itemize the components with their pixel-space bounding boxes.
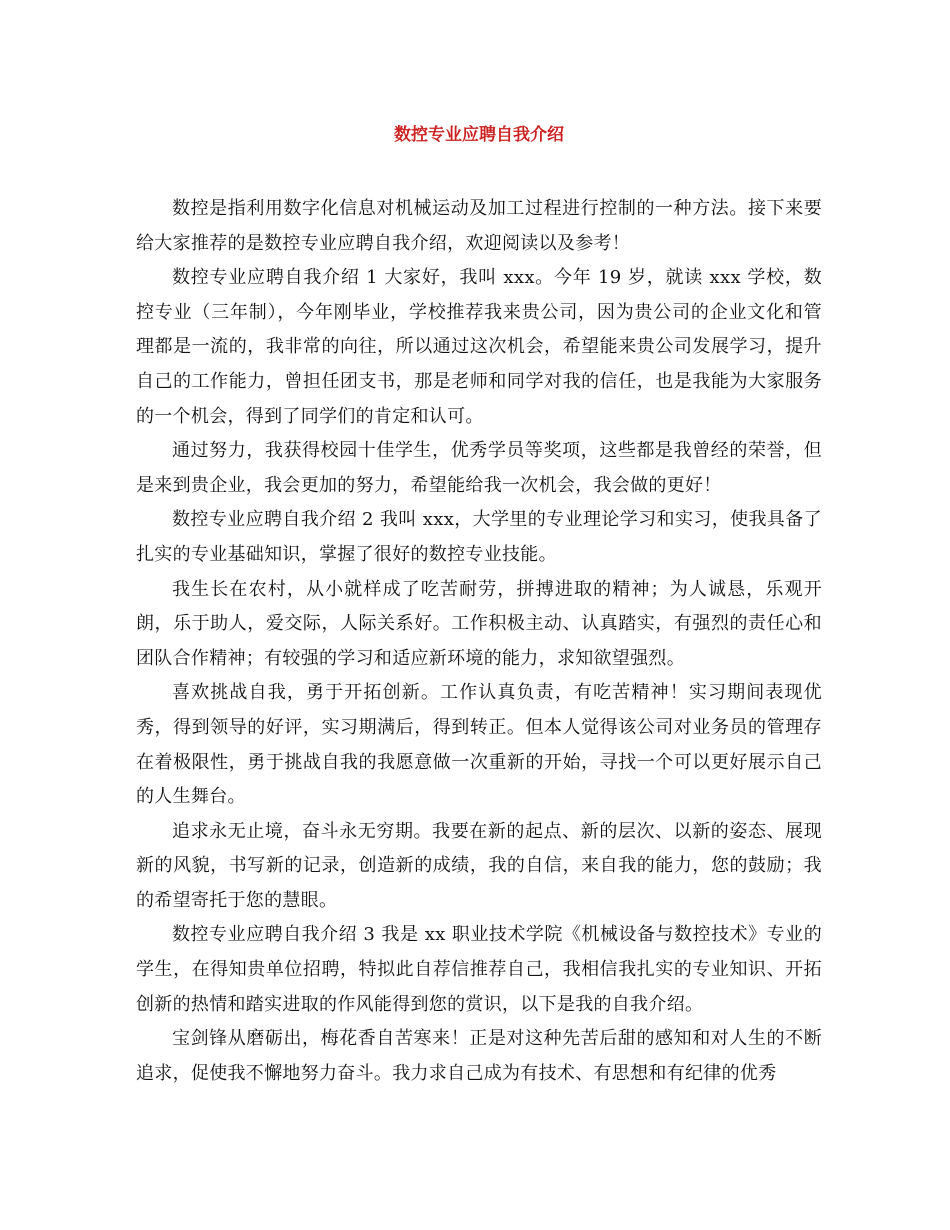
paragraph-intro: 数控是指利用数字化信息对机械运动及加工过程进行控制的一种方法。接下来要给大家推荐的是数控专业应聘自我介绍，欢迎阅读以及参考！ [136, 198, 822, 254]
paragraph-intro-3: 数控专业应聘自我介绍 3 我是 xx 职业技术学院《机械设备与数控技术》专业的学生，在得知贵单位招聘，特拟此自荐信推荐自己，我相信我扎实的专业知识、开拓创新的热情和踏实进取的作风能得到您的赏识，以下是我的自我介绍。 [136, 924, 822, 1015]
paragraph-pursuit: 追求永无止境，奋斗永无穷期。我要在新的起点、新的层次、以新的姿态、展现新的风貌，书写新的记录，创造新的成绩，我的自信，来自我的能力，您的鼓励；我的希望寄托于您的慧眼。 [136, 820, 822, 911]
paragraph-intro-2: 数控专业应聘自我介绍 2 我叫 xxx，大学里的专业理论学习和实习，使我具备了扎实的专业基础知识，掌握了很好的数控专业技能。 [136, 509, 822, 565]
paragraph-challenge: 喜欢挑战自我，勇于开拓创新。工作认真负责，有吃苦精神！实习期间表现优秀，得到领导的好评，实习期满后，得到转正。但本人觉得该公司对业务员的管理存在着极限性，勇于挑战自我的我愿意做一次重新的开始，寻找一个可以更好展示自己的人生舞台。 [136, 682, 822, 808]
paragraph-background: 我生长在农村，从小就样成了吃苦耐劳，拼搏进取的精神；为人诚恳，乐观开朗，乐于助人，爱交际，人际关系好。工作积极主动、认真踏实，有强烈的责任心和团队合作精神；有较强的学习和适应新环境的能力，求知欲望强烈。 [136, 578, 822, 669]
document-body [136, 192, 822, 1091]
paragraph-intro-1: 数控专业应聘自我介绍 1 大家好，我叫 xxx。今年 19 岁，就读 xxx 学校，数控专业（三年制），今年刚毕业，学校推荐我来贵公司，因为贵公司的企业文化和管理都是一流的，我非常的向往，所以通过这次机会，希望能来贵公司发展学习，提升自己的工作能力，曾担任团支书，那是老师和同学对我的信任，也是我能为大家服务的一个机会，得到了同学们的肯定和认可。 [136, 267, 822, 427]
paragraph-motto: 宝剑锋从磨砺出，梅花香自苦寒来！正是对这种先苦后甜的感知和对人生的不断追求，促使我不懈地努力奋斗。我力求自己成为有技术、有思想和有纪律的优秀 [136, 1028, 822, 1084]
paragraph-honors: 通过努力，我获得校园十佳学生，优秀学员等奖项，这些都是我曾经的荣誉，但是来到贵企业，我会更加的努力，希望能给我一次机会，我会做的更好！ [136, 440, 822, 496]
document-title: 数控专业应聘自我介绍 [394, 125, 564, 145]
